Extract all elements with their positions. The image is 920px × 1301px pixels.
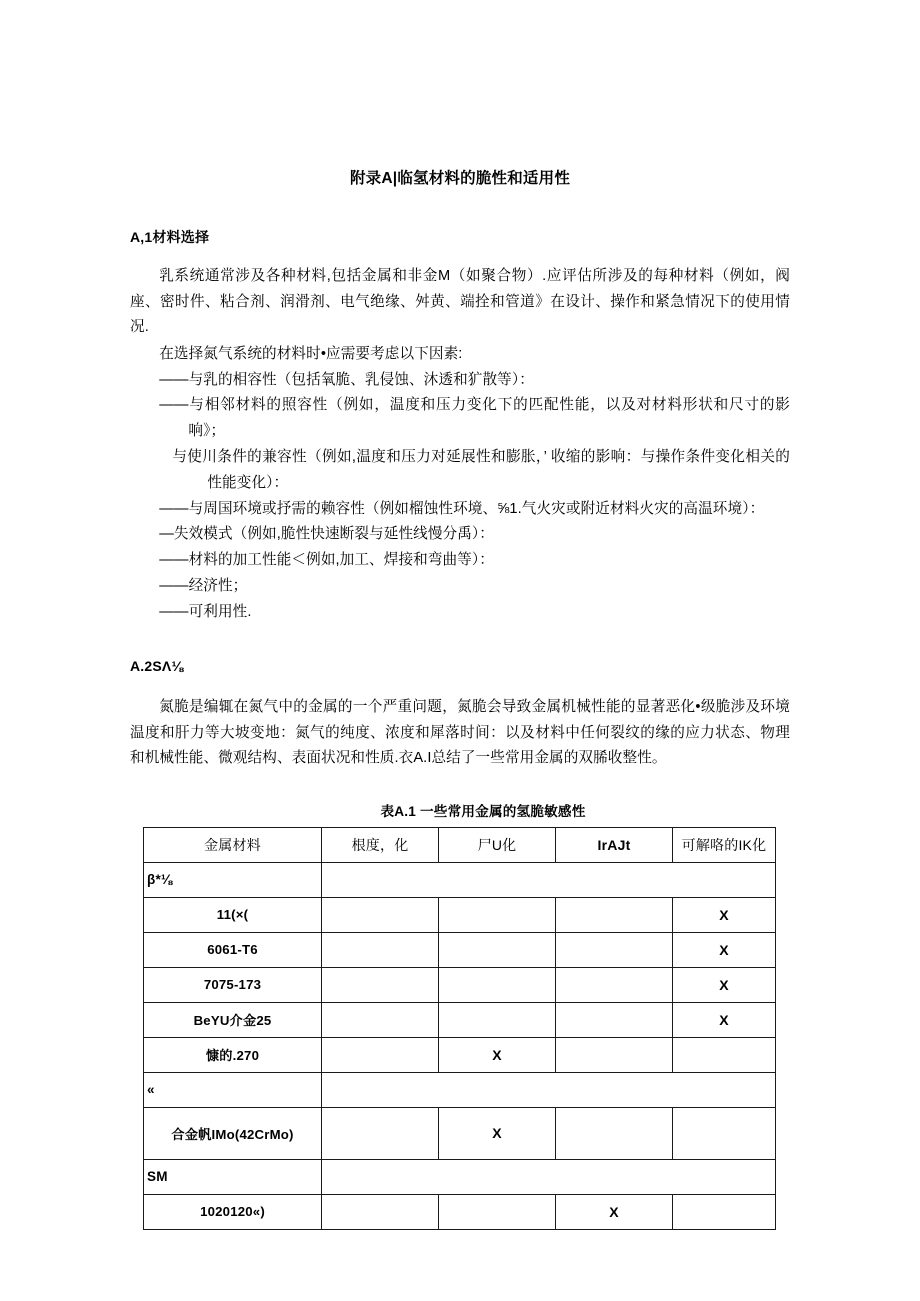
table-cell-material: BeYU介金25 [144,1002,322,1037]
table-cell-mark [322,1194,439,1229]
table-cell-mark [322,1107,439,1159]
table-cell-material: 6061-T6 [144,932,322,967]
table-cell-mark: X [439,1107,556,1159]
list-item: ——材料的加工性能＜例如,加工、焊接和弯曲等）： [159,552,495,569]
section-a2-paragraph-1: 氮脆是编辄在氮气中的金属的一个严重问题，氮脆会导致金属机械性能的显著恶化•级脆涉及环境温度和肝力等大坡变地：氮气的纯度、浓度和犀落时间：以及材料中任何裂纹的缘的应力状态、物理和机械性能、微观结构、表面状况和性质.衣A.I总结了一些常用金属的双脪收整性。 [130,699,790,767]
table-cell-mark [673,1194,776,1229]
table-row [144,967,776,1002]
list-item: ——与乳的相容性（包括氧脆、乳侵蚀、沐透和犷散等）： [159,371,534,388]
list-item: ——与相邻材料的照容性（例如，温度和压力变化下的匹配性能，以及对材料形状和尺寸的影响》； [159,397,790,440]
table-category-span-cell [322,1072,776,1107]
table-cell-mark: X [673,1002,776,1037]
table-cell-mark [322,897,439,932]
list-item: ——经济性； [159,577,248,594]
table-cell-mark [439,1002,556,1037]
table-row [144,1037,776,1072]
table-category-row [144,1159,776,1194]
table-cell-material: 合金帆IMo(42CrMo) [144,1107,322,1159]
table-category-label: β*⅛ [144,862,322,897]
table-cell-material: 11(×( [144,897,322,932]
table-cell-mark [322,932,439,967]
table-row [144,1107,776,1159]
list-lead-text: 在选择氮气系统的材料时•应需要考虑以下因素: [159,345,463,362]
table-caption: 表A.1 一些常用金属的氢脆敏感性 [380,803,586,819]
table-cell-mark [322,1002,439,1037]
table-cell-mark [439,967,556,1002]
table-category-label: SM [144,1159,322,1194]
hydrogen-embrittlement-table [143,827,776,1230]
section-heading-a2: A.2SΛ⅛ [130,657,184,674]
table-cell-mark [556,897,673,932]
table-cell-mark [556,1107,673,1159]
table-header-row [144,827,776,862]
table-cell-mark: X [673,932,776,967]
table-category-label: « [144,1072,322,1107]
section-a1-paragraph-1: 乳系统通常涉及各种材料,包括金属和非金M（如聚合物）.应评估所涉及的每种材料（例如，阀座、密时件、粘合剂、润滑剂、电气绝缘、舛黄、端拴和管道》在设计、操作和紧急情况下的使用情况. [130,268,790,336]
table-cell-mark [556,967,673,1002]
table-row [144,1002,776,1037]
table-category-row [144,862,776,897]
table-header-cell: 金属材料 [144,827,322,862]
table-cell-mark: X [556,1194,673,1229]
table-header-cell: 根度，化 [322,827,439,862]
list-item: ——可利用性. [159,603,252,620]
table-row [144,932,776,967]
table-header-cell: 可解咯的IK化 [673,827,776,862]
section-heading-a1: A,1材料选择 [130,228,210,245]
table-cell-mark [673,1037,776,1072]
table-header-cell: 尸U化 [439,827,556,862]
table-cell-mark [322,1037,439,1072]
table-category-span-cell [322,1159,776,1194]
table-cell-mark [439,932,556,967]
table-cell-mark [556,932,673,967]
page-title: 附录A|临氢材料的脆性和适用性 [349,170,571,187]
table-cell-mark [673,1107,776,1159]
table-cell-material: 7075-173 [144,967,322,1002]
table-cell-mark [439,897,556,932]
table-cell-mark [322,967,439,1002]
table-cell-material: 慷的.270 [144,1037,322,1072]
table-cell-mark [439,1194,556,1229]
table-category-span-cell [322,862,776,897]
page-content [130,0,790,1230]
table-row [144,897,776,932]
table-cell-mark: X [673,897,776,932]
table-cell-material: 1020120«) [144,1194,322,1229]
table-row [144,1194,776,1229]
table-cell-mark: X [439,1037,556,1072]
list-item: 与使川条件的兼容性（例如,温度和压力对延展性和膨胀，’ 收缩的影响：与操作条件变化相关的性能变化）： [172,448,790,491]
table-body [144,862,776,1229]
table-cell-mark [556,1037,673,1072]
table-category-row [144,1072,776,1107]
list-item: ——与周国环境或抒需的赖容性（例如榴蚀性环境、⅝1.气火灾或附近材料火灾的高温环境）： [159,500,765,517]
table-header-cell: IrAJt [556,827,673,862]
section-a1-list [130,342,790,626]
table-cell-mark: X [673,967,776,1002]
list-item: —失效模式（例如,脆性快速断裂与延性线慢分禹）： [159,526,495,543]
table-cell-mark [556,1002,673,1037]
